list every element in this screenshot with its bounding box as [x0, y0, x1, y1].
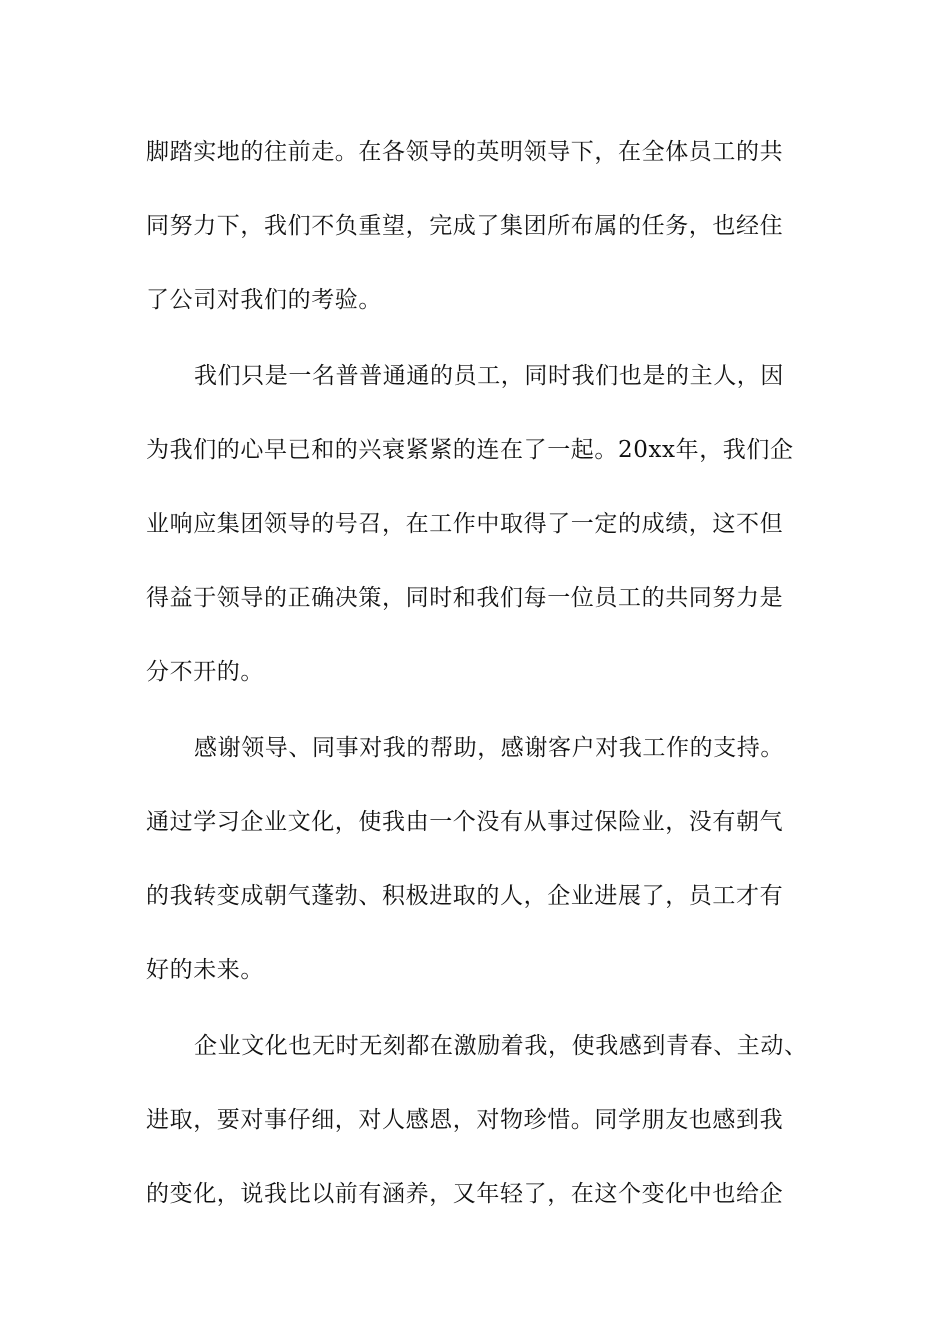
paragraph-first-line: 感谢领导、同事对我的帮助，感谢客户对我工作的支持。 [194, 735, 784, 761]
text-line: 同努力下，我们不负重望，完成了集团所布属的任务，也经住 [146, 213, 784, 239]
text-line: 脚踏实地的往前走。在各领导的英明领导下，在全体员工的共 [146, 139, 784, 165]
text-line: 进取，要对事仔细，对人感恩，对物珍惜。同学朋友也感到我 [146, 1107, 784, 1133]
text-line: 得益于领导的正确决策，同时和我们每一位员工的共同努力是 [146, 585, 784, 611]
text-line: 的变化，说我比以前有涵养，又年轻了，在这个变化中也给企 [146, 1181, 784, 1207]
text-line: 通过学习企业文化，使我由一个没有从事过保险业，没有朝气 [146, 809, 784, 835]
text-line: 分不开的。 [146, 659, 264, 685]
text-line: 业响应集团领导的号召，在工作中取得了一定的成绩，这不但 [146, 511, 784, 537]
text-line: 的我转变成朝气蓬勃、积极进取的人，企业进展了，员工才有 [146, 883, 784, 909]
text-line: 为我们的心早已和的兴衰紧紧的连在了一起。20xx年，我们企 [146, 437, 794, 463]
text-line: 了公司对我们的考验。 [146, 287, 382, 313]
paragraph-first-line: 我们只是一名普普通通的员工，同时我们也是的主人，因 [194, 363, 784, 389]
paragraph-first-line: 企业文化也无时无刻都在激励着我，使我感到青春、主动、 [194, 1033, 808, 1059]
text-line: 好的未来。 [146, 957, 264, 983]
